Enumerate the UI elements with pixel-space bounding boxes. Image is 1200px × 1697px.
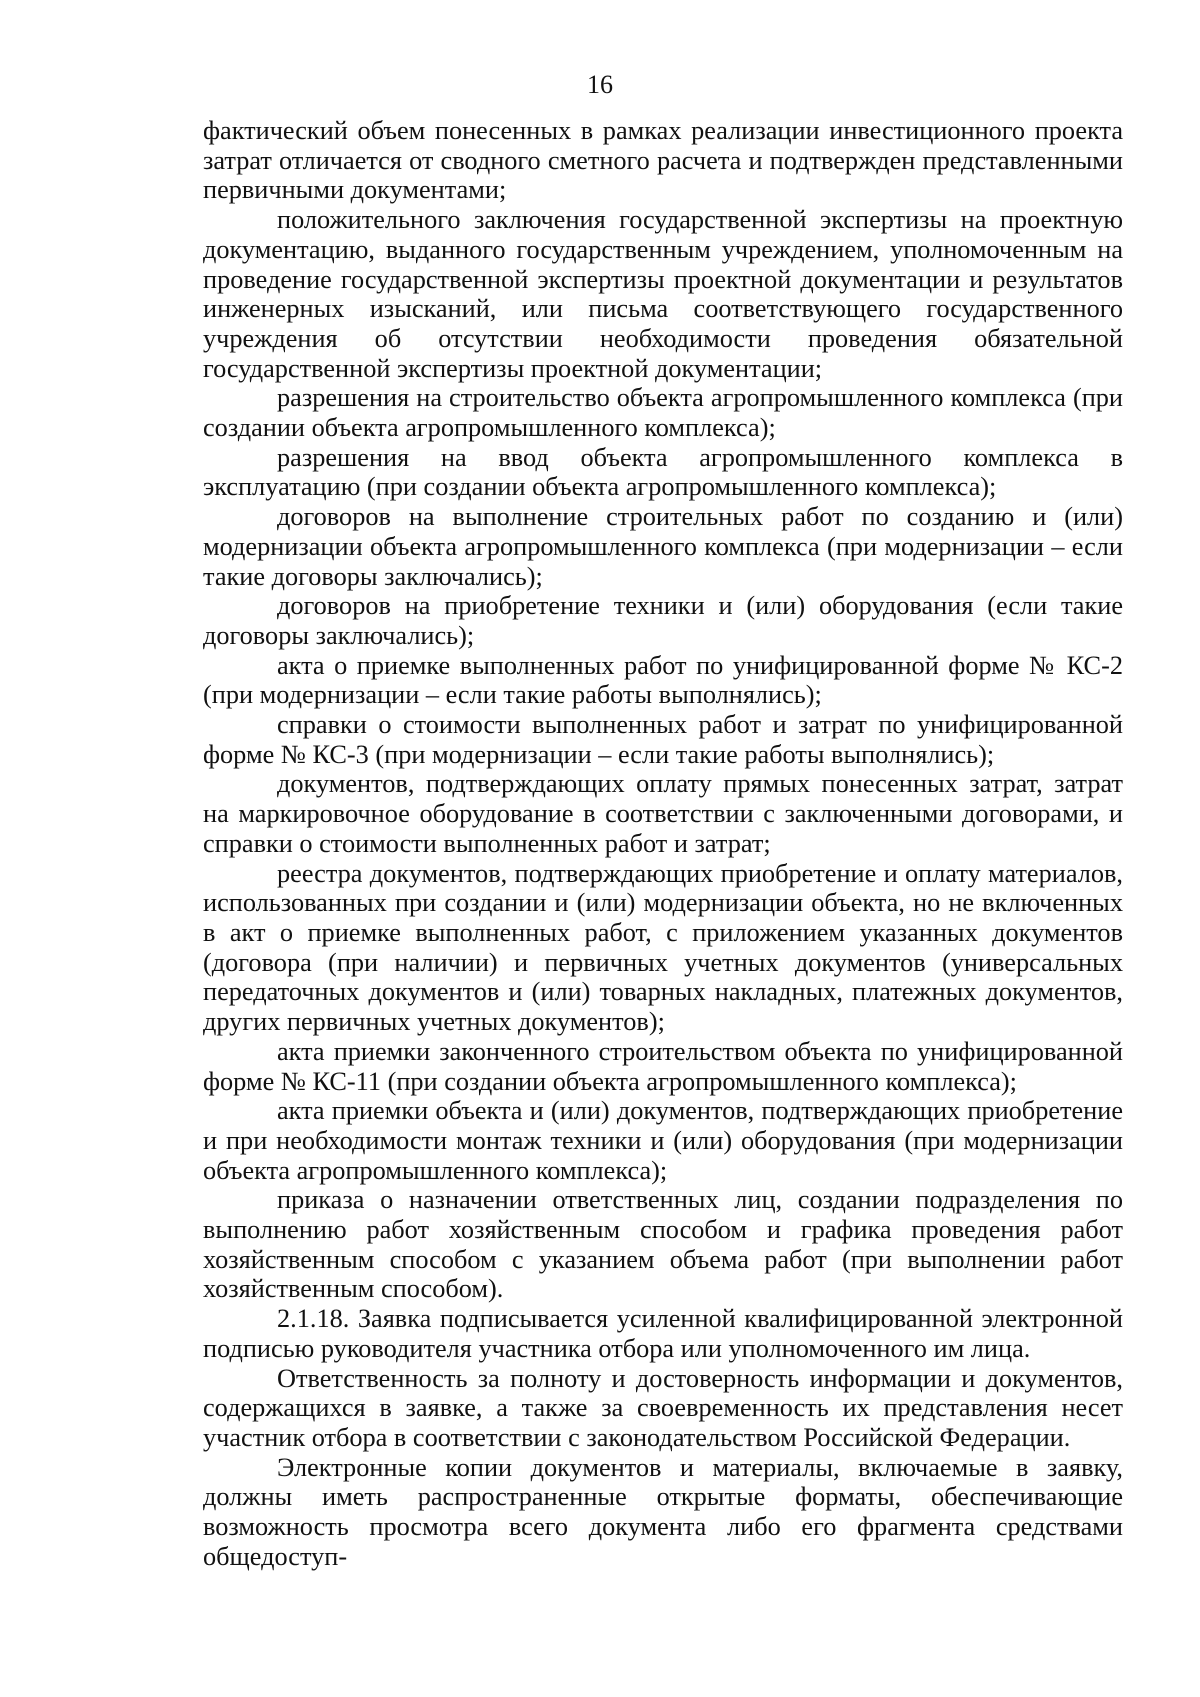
paragraph: реестра документов, подтверждающих приобретение и оплату материалов, использованных при создании и (или) модернизации объекта, но не включенных в акт о приемке выполненных работ, с приложением указанных документов (договора (при наличии) и первичных учетных документов (универсальных передаточных документов и (или) товарных накладных, платежных документов, других первичных учетных документов);: [203, 858, 1123, 1037]
paragraph: Электронные копии документов и материалы, включаемые в заявку, должны иметь распространенные открытые форматы, обеспечивающие возможность просмотра всего документа либо его фрагмента средствами общедоступ-: [203, 1452, 1123, 1571]
paragraph: договоров на приобретение техники и (или) оборудования (если такие договоры заключались);: [203, 591, 1123, 650]
page-number: 16: [587, 70, 613, 99]
paragraph: акта приемки объекта и (или) документов, подтверждающих приобретение и при необходимости монтаж техники и (или) оборудования (при модернизации объекта агропромышленного комплекса);: [203, 1096, 1123, 1185]
paragraph: акта о приемке выполненных работ по унифицированной форме № КС-2 (при модернизации – если такие работы выполнялись);: [203, 650, 1123, 710]
paragraph: разрешения на ввод объекта агропромышленного комплекса в эксплуатацию (при создании объекта агропромышленного комплекса);: [203, 442, 1123, 502]
paragraph: Ответственность за полноту и достоверность информации и документов, содержащихся в заявке, а также за своевременность их представления несет участник отбора в соответствии с законодательством Российской Федерации.: [203, 1363, 1123, 1452]
paragraph: договоров на выполнение строительных работ по созданию и (или) модернизации объекта агропромышленного комплекса (при модернизации – если такие договоры заключались);: [203, 502, 1123, 591]
paragraph: справки о стоимости выполненных работ и затрат по унифицированной форме № КС-3 (при модернизации – если такие работы выполнялись);: [203, 710, 1123, 769]
paragraph: документов, подтверждающих оплату прямых понесенных затрат, затрат на маркировочное оборудование в соответствии с заключенными договорами, и справки о стоимости выполненных работ и затрат;: [203, 769, 1123, 858]
document-body: [203, 116, 1123, 1571]
paragraph: положительного заключения государственной экспертизы на проектную документацию, выданного государственным учреждением, уполномоченным на проведение государственной экспертизы проектной документации и результатов инженерных изысканий, или письма соответствующего государственного учреждения об отсутствии необходимости проведения обязательной государственной экспертизы проектной документации;: [203, 205, 1123, 383]
paragraph: 2.1.18. Заявка подписывается усиленной квалифицированной электронной подписью руководителя участника отбора или уполномоченного им лица.: [203, 1304, 1123, 1363]
paragraph: разрешения на строительство объекта агропромышленного комплекса (при создании объекта агропромышленного комплекса);: [203, 383, 1123, 443]
paragraph: акта приемки законченного строительством объекта по унифицированной форме № КС-11 (при создании объекта агропромышленного комплекса);: [203, 1036, 1123, 1096]
paragraph: приказа о назначении ответственных лиц, создании подразделения по выполнению работ хозяйственным способом и графика проведения работ хозяйственным способом с указанием объема работ (при выполнении работ хозяйственным способом).: [203, 1185, 1123, 1304]
paragraph: фактический объем понесенных в рамках реализации инвестиционного проекта затрат отличается от сводного сметного расчета и подтвержден представленными первичными документами;: [203, 116, 1123, 205]
